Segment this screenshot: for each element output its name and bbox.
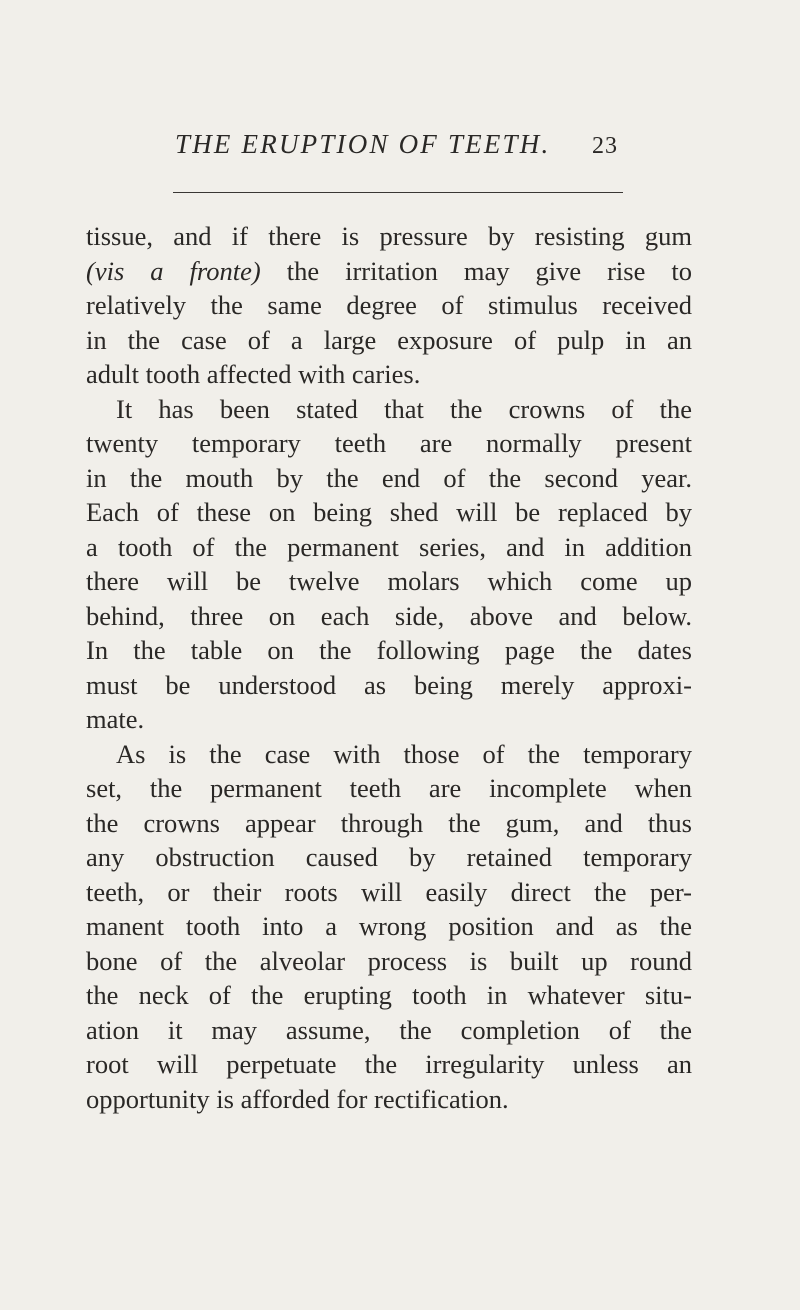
text-line: As is the case with those of the temporary: [116, 738, 692, 769]
text-line: [86, 254, 692, 289]
text-line: there will be twelve molars which come up: [86, 566, 692, 596]
text-line: in the mouth by the end of the second year.: [86, 462, 692, 493]
text-line: opportunity is afforded for rectification.: [86, 1083, 509, 1114]
text-line: mate.: [86, 704, 145, 734]
text-line: adult tooth affected with caries.: [86, 359, 421, 389]
text-line: in the case of a large exposure of pulp in an: [86, 324, 692, 355]
header-rule: [173, 192, 623, 193]
page-number: 23: [592, 133, 618, 159]
text-line: behind, three on each side, above and below.: [86, 600, 692, 631]
text-line: the neck of the erupting tooth in whatever situ-: [86, 980, 692, 1010]
text-line: must be understood as being merely approxi-: [86, 669, 692, 700]
text-line: ation it may assume, the completion of the: [86, 1014, 692, 1045]
text-line: In the table on the following page the dates: [86, 635, 692, 665]
body-text: [86, 219, 692, 1116]
text-line: tissue, and if there is pressure by resisting gum: [86, 221, 692, 251]
running-title: THE ERUPTION OF TEETH.: [175, 129, 551, 159]
text-line: the crowns appear through the gum, and thus: [86, 807, 692, 838]
text-line: set, the permanent teeth are incomplete when: [86, 773, 692, 803]
text-line: root will perpetuate the irregularity unless an: [86, 1049, 692, 1079]
text-line: teeth, or their roots will easily direct the per-: [86, 876, 692, 907]
text-line: twenty temporary teeth are normally present: [86, 428, 692, 458]
text-line: bone of the alveolar process is built up round: [86, 945, 692, 976]
italic-phrase: (vis a fronte): [86, 255, 261, 286]
text-line: a tooth of the permanent series, and in addition: [86, 531, 692, 562]
text-line: manent tooth into a wrong position and as the: [86, 911, 692, 941]
running-head: [0, 124, 800, 164]
text-line-rest: the irritation may give rise to: [286, 255, 692, 286]
text-line: any obstruction caused by retained temporary: [86, 842, 692, 872]
text-line: It has been stated that the crowns of the: [116, 393, 692, 424]
text-line: relatively the same degree of stimulus received: [86, 290, 692, 320]
text-line: Each of these on being shed will be replaced by: [86, 497, 692, 527]
